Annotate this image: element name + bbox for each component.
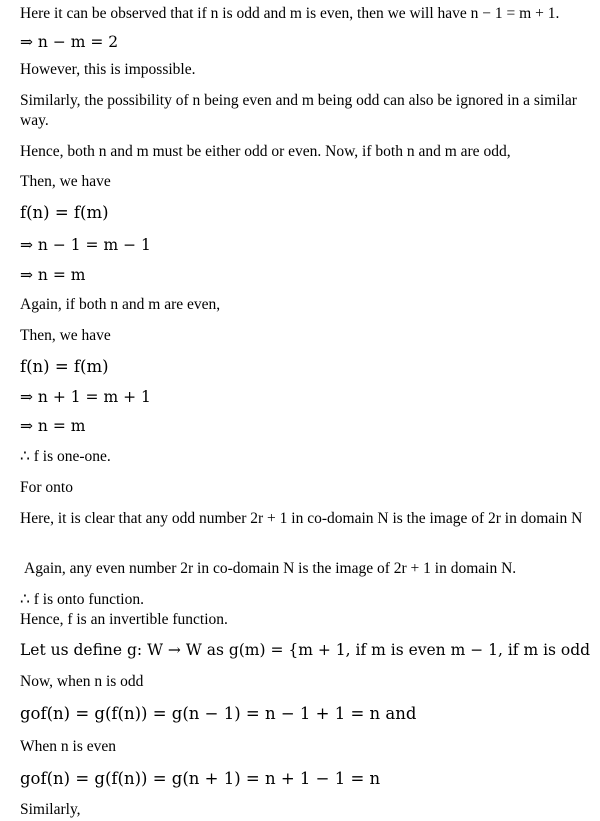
equation-line-13: ⇒ n + 1 = m + 1 [20,388,151,406]
text-line-17: Here, it is clear that any odd number 2r + 1 in co-domain N is the image of 2r in domain N [20,510,583,527]
equation-line-2: ⇒ n − m = 2 [20,33,119,51]
text-line-1: Here it can be observed that if n is odd and m is even, then we will have n − 1 = m + 1. [20,5,560,22]
text-line-19: ∴ f is onto function. [20,591,144,608]
text-line-3: However, this is impossible. [20,61,196,78]
text-line-24: When n is even [20,738,116,755]
text-line-5: Hence, both n and m must be either odd or even. Now, if both n and m are odd, [20,143,511,160]
text-line-20: Hence, f is an invertible function. [20,611,228,628]
equation-line-23: gof(n) = g(f(n)) = g(n − 1) = n − 1 + 1 = n and [20,704,417,723]
equation-line-9: ⇒ n = m [20,266,86,284]
equation-line-25: gof(n) = g(f(n)) = g(n + 1) = n + 1 − 1 = n [20,769,381,788]
text-line-16: For onto [20,479,73,496]
equation-line-12: f(n) = f(m) [20,357,109,376]
equation-line-8: ⇒ n − 1 = m − 1 [20,236,151,254]
text-line-26: Similarly, [20,801,81,818]
text-line-10: Again, if both n and m are even, [20,296,221,313]
text-line-22: Now, when n is odd [20,673,144,690]
text-line-18: Again, any even number 2r in co-domain N is the image of 2r + 1 in domain N. [24,560,517,577]
equation-line-21: Let us define g: W → W as g(m) = {m + 1, if m is even m − 1, if m is odd [20,641,591,659]
equation-line-7: f(n) = f(m) [20,203,109,222]
equation-line-14: ⇒ n = m [20,417,86,435]
text-line-15: ∴ f is one-one. [20,448,111,465]
text-line-11: Then, we have [20,327,111,344]
text-line-4: Similarly, the possibility of n being even and m being odd can also be ignored in a similar way. [20,92,577,129]
text-line-6: Then, we have [20,173,111,190]
